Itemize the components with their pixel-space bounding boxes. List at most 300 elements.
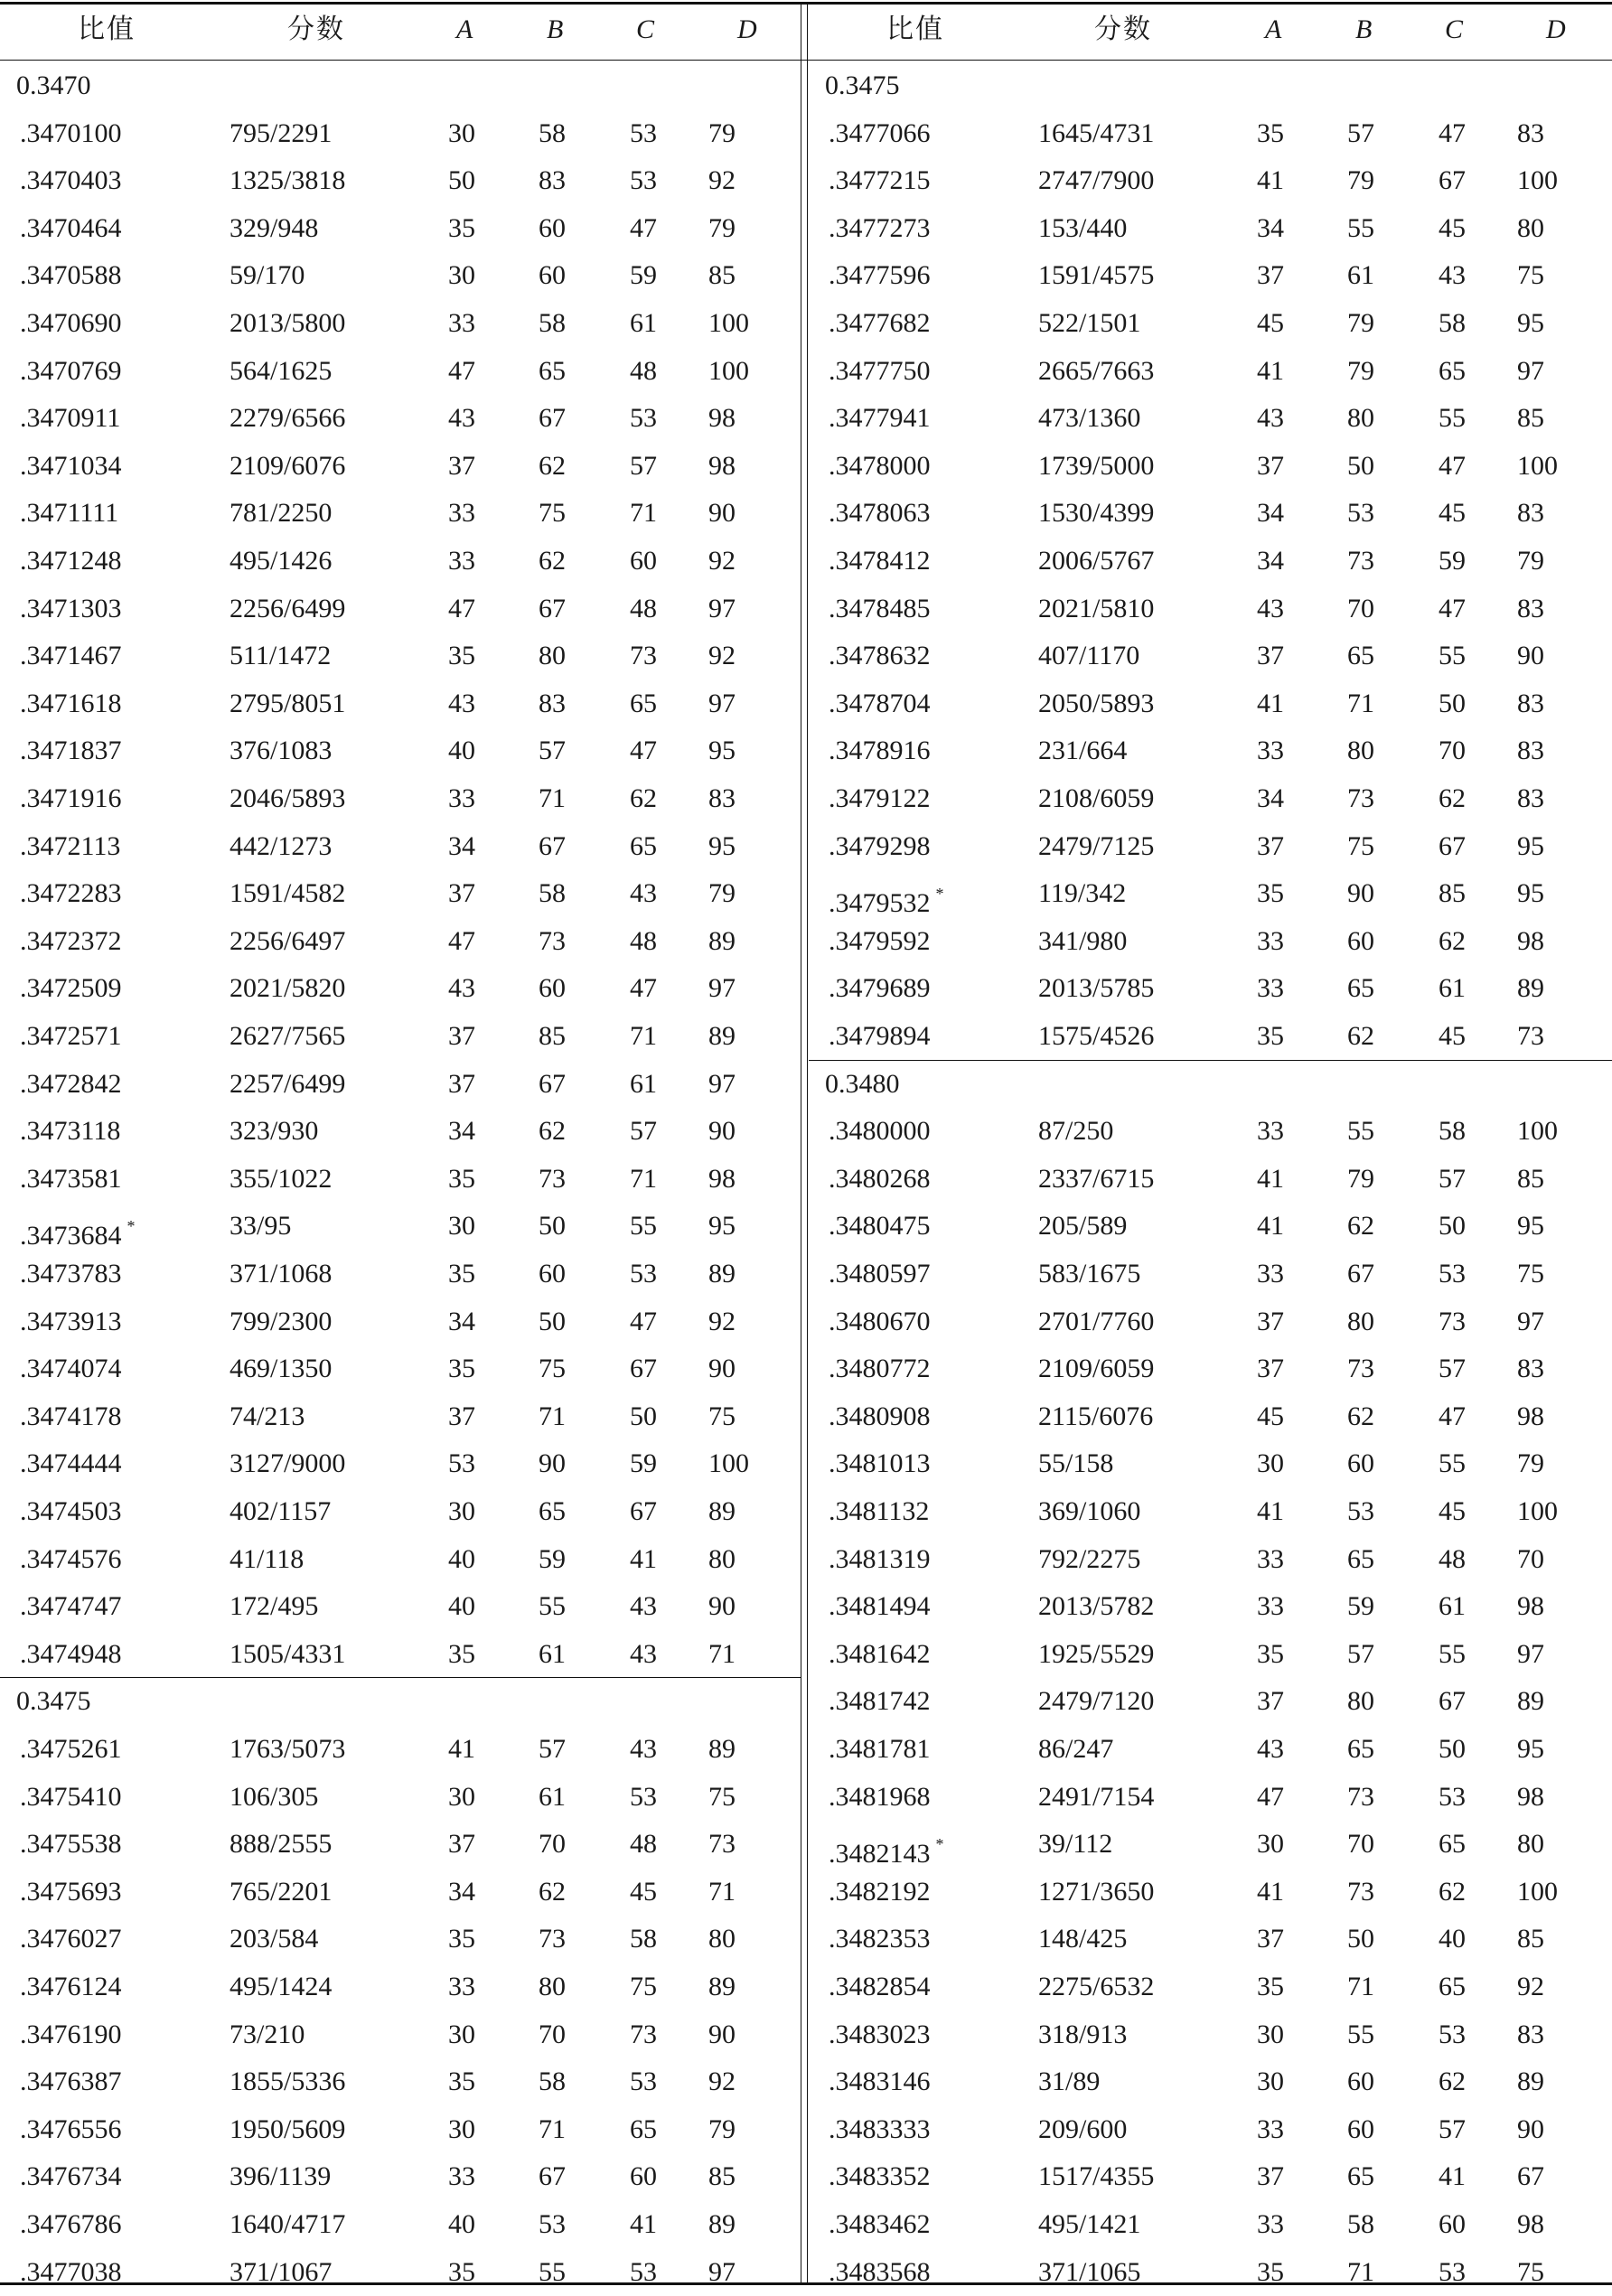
cell-ratio — [20, 586, 122, 633]
cell-fraction: 2627/7565 — [230, 1021, 346, 1051]
cell-d: 83 — [708, 783, 736, 813]
cell-b: 73 — [1347, 546, 1374, 576]
cell-a: 35 — [448, 1638, 475, 1669]
cell-b: 50 — [539, 1211, 566, 1242]
table-row — [809, 443, 1612, 491]
cell-ratio — [20, 1821, 122, 1869]
cell-c: 73 — [630, 2019, 657, 2049]
column-separator-right — [807, 2, 808, 2285]
cell-b: 53 — [539, 2209, 566, 2239]
cell-c: 75 — [630, 1972, 657, 2001]
cell-a: 35 — [1257, 117, 1284, 148]
table-row — [0, 205, 801, 253]
cell-d: 75 — [1517, 1259, 1544, 1289]
cell-a: 37 — [448, 1068, 475, 1099]
cell-ratio — [829, 727, 931, 775]
cell-c: 53 — [1439, 2019, 1466, 2049]
cell-ratio — [829, 157, 931, 205]
cell-ratio — [20, 205, 122, 253]
table-row — [0, 1631, 801, 1679]
cell-c: 67 — [630, 1496, 657, 1526]
table-row — [0, 1061, 801, 1109]
table-row — [0, 586, 801, 633]
ratio-value: .3478485 — [829, 593, 931, 623]
cell-fraction: 41/118 — [230, 1543, 305, 1574]
cell-b: 67 — [539, 1068, 566, 1099]
table-row — [809, 252, 1612, 300]
cell-ratio — [829, 1156, 931, 1204]
cell-b: 73 — [539, 925, 566, 956]
cell-ratio — [829, 1726, 931, 1774]
table-row — [0, 1488, 801, 1536]
cell-c: 65 — [1439, 355, 1466, 386]
cell-d: 95 — [1517, 830, 1544, 861]
cell-ratio — [829, 586, 931, 633]
cell-ratio — [829, 252, 931, 300]
cell-b: 61 — [539, 1781, 566, 1812]
ratio-value: .3472509 — [20, 973, 122, 1004]
cell-c: 53 — [1439, 2256, 1466, 2287]
ratio-value: .3481319 — [829, 1543, 931, 1574]
ratio-value: .3480908 — [829, 1401, 931, 1431]
cell-b: 57 — [1347, 117, 1374, 148]
cell-c: 45 — [630, 1876, 657, 1907]
cell-fraction: 2006/5767 — [1038, 546, 1155, 576]
cell-ratio — [20, 680, 122, 728]
table-row — [0, 1013, 801, 1061]
ratio-value: .3482854 — [829, 1972, 931, 2001]
table-row — [0, 1536, 801, 1584]
table-row — [809, 775, 1612, 823]
cell-ratio — [829, 2106, 931, 2154]
cell-b: 58 — [539, 308, 566, 338]
cell-d: 97 — [708, 593, 736, 623]
cell-fraction: 2257/6499 — [230, 1068, 346, 1099]
cell-ratio — [20, 727, 122, 775]
table-row — [0, 1251, 801, 1298]
ratio-value: .3479689 — [829, 973, 931, 1004]
cell-b: 80 — [1347, 403, 1374, 434]
cell-d: 83 — [1517, 736, 1544, 766]
cell-c: 57 — [1439, 1354, 1466, 1384]
ratio-value: .3472571 — [20, 1021, 122, 1051]
cell-fraction: 2256/6497 — [230, 925, 346, 956]
table-row — [0, 823, 801, 871]
cell-c: 47 — [1439, 1401, 1466, 1431]
cell-ratio — [20, 538, 122, 586]
header-fraction: 分数 — [287, 14, 345, 45]
ratio-value: .3480597 — [829, 1259, 931, 1289]
cell-ratio — [20, 1393, 122, 1441]
cell-fraction: 888/2555 — [230, 1829, 333, 1860]
cell-fraction: 1271/3650 — [1038, 1876, 1155, 1907]
ratio-value: .3473913 — [20, 1306, 122, 1336]
cell-fraction: 2013/5785 — [1038, 973, 1155, 1004]
cell-fraction: 203/584 — [230, 1924, 319, 1954]
cell-d: 75 — [1517, 2256, 1544, 2287]
ratio-value: .3483462 — [829, 2209, 931, 2239]
cell-ratio — [20, 1298, 122, 1346]
cell-a: 41 — [448, 1734, 475, 1764]
cell-c: 45 — [1439, 1021, 1466, 1051]
cell-b: 55 — [1347, 1116, 1374, 1147]
cell-c: 41 — [630, 2209, 657, 2239]
table-row — [0, 870, 801, 918]
cell-b: 62 — [539, 546, 566, 576]
ratio-value: .3478063 — [829, 498, 931, 529]
cell-d: 90 — [1517, 641, 1544, 671]
cell-c: 71 — [630, 498, 657, 529]
cell-c: 47 — [1439, 593, 1466, 623]
cell-fraction: 1739/5000 — [1038, 450, 1155, 481]
cell-fraction: 1517/4355 — [1038, 2161, 1155, 2192]
cell-c: 55 — [630, 1211, 657, 1242]
cell-c: 45 — [1439, 498, 1466, 529]
cell-ratio — [20, 1583, 122, 1631]
cell-b: 62 — [1347, 1211, 1374, 1242]
cell-d: 95 — [1517, 1734, 1544, 1764]
ratio-value: .3470464 — [20, 212, 122, 243]
ratio-value: .3470911 — [20, 403, 121, 434]
cell-fraction: 511/1472 — [230, 641, 332, 671]
cell-fraction: 59/170 — [230, 260, 305, 291]
ratio-value: .3473783 — [20, 1259, 122, 1289]
cell-d: 89 — [708, 2209, 736, 2239]
cell-fraction: 33/95 — [230, 1211, 292, 1242]
cell-d: 98 — [708, 1163, 736, 1194]
ratio-value: .3479122 — [829, 783, 931, 813]
cell-b: 57 — [539, 736, 566, 766]
table-row — [0, 1440, 801, 1488]
ratio-value: .3475693 — [20, 1876, 122, 1907]
cell-d: 85 — [708, 2161, 736, 2192]
cell-ratio — [829, 110, 931, 158]
cell-b: 60 — [539, 260, 566, 291]
cell-c: 67 — [1439, 1686, 1466, 1717]
table-row — [809, 395, 1612, 443]
ratio-value: .3477066 — [829, 117, 931, 148]
cell-d: 92 — [708, 1306, 736, 1336]
cell-a: 35 — [448, 2256, 475, 2287]
cell-b: 60 — [539, 212, 566, 243]
cell-c: 50 — [1439, 688, 1466, 718]
cell-fraction: 473/1360 — [1038, 403, 1141, 434]
cell-fraction: 407/1170 — [1038, 641, 1140, 671]
cell-b: 80 — [539, 1972, 566, 2001]
table-row — [809, 1631, 1612, 1679]
cell-ratio — [829, 1298, 931, 1346]
ratio-value: .3483333 — [829, 2113, 931, 2144]
cell-a: 41 — [1257, 1876, 1284, 1907]
cell-d: 83 — [1517, 783, 1544, 813]
cell-ratio — [20, 1774, 122, 1822]
table-row — [809, 348, 1612, 396]
cell-c: 50 — [1439, 1734, 1466, 1764]
cell-d: 73 — [1517, 1021, 1544, 1051]
cell-b: 71 — [539, 783, 566, 813]
cell-d: 90 — [708, 1591, 736, 1622]
cell-ratio — [20, 2011, 122, 2059]
ratio-value: .3476027 — [20, 1924, 122, 1954]
cell-ratio — [829, 1440, 931, 1488]
cell-fraction: 2479/7125 — [1038, 830, 1155, 861]
cell-fraction: 2109/6076 — [230, 450, 346, 481]
ratio-value: .3477273 — [829, 212, 931, 243]
ratio-value: .3472842 — [20, 1068, 122, 1099]
cell-d: 98 — [1517, 1781, 1544, 1812]
ratio-value: .3479298 — [829, 830, 931, 861]
cell-fraction: 153/440 — [1038, 212, 1128, 243]
ratio-value: .3474747 — [20, 1591, 122, 1622]
cell-a: 34 — [1257, 498, 1284, 529]
cell-a: 33 — [1257, 1591, 1284, 1622]
cell-c: 67 — [1439, 165, 1466, 196]
cell-d: 83 — [1517, 1354, 1544, 1384]
cell-d: 92 — [708, 165, 736, 196]
cell-c: 48 — [630, 1829, 657, 1860]
cell-ratio — [20, 110, 122, 158]
table-row — [809, 538, 1612, 586]
cell-fraction: 1763/5073 — [230, 1734, 346, 1764]
cell-c: 47 — [1439, 450, 1466, 481]
cell-d: 90 — [1517, 2113, 1544, 2144]
cell-d: 89 — [1517, 1686, 1544, 1717]
cell-a: 43 — [448, 973, 475, 1004]
cell-fraction: 2665/7663 — [1038, 355, 1155, 386]
cell-d: 83 — [1517, 688, 1544, 718]
cell-c: 70 — [1439, 736, 1466, 766]
table-row — [809, 157, 1612, 205]
cell-c: 62 — [1439, 783, 1466, 813]
table-row — [0, 1869, 801, 1916]
ratio-value: .3476786 — [20, 2209, 122, 2239]
ratio-value: .3474074 — [20, 1354, 122, 1384]
cell-c: 48 — [1439, 1543, 1466, 1574]
ratio-value: .3480000 — [829, 1116, 931, 1147]
cell-ratio — [20, 1726, 122, 1774]
cell-fraction: 355/1022 — [230, 1163, 333, 1194]
cell-a: 40 — [448, 2209, 475, 2239]
cell-b: 85 — [539, 1021, 566, 1051]
header-a: A — [456, 14, 473, 44]
cell-c: 62 — [1439, 1876, 1466, 1907]
cell-fraction: 371/1068 — [230, 1259, 333, 1289]
cell-ratio — [20, 2201, 122, 2249]
cell-a: 30 — [448, 260, 475, 291]
cell-b: 79 — [1347, 355, 1374, 386]
cell-d: 90 — [708, 498, 736, 529]
cell-c: 48 — [630, 355, 657, 386]
cell-fraction: 371/1067 — [230, 2256, 333, 2287]
cell-d: 98 — [1517, 925, 1544, 956]
cell-a: 33 — [448, 308, 475, 338]
cell-ratio — [829, 348, 931, 396]
table-row — [0, 727, 801, 775]
table-row — [809, 1678, 1612, 1726]
cell-c: 65 — [630, 830, 657, 861]
cell-a: 33 — [448, 783, 475, 813]
cell-ratio — [829, 823, 931, 871]
cell-b: 60 — [1347, 925, 1374, 956]
cell-d: 90 — [708, 1354, 736, 1384]
cell-c: 53 — [1439, 1781, 1466, 1812]
cell-d: 90 — [708, 2019, 736, 2049]
cell-a: 50 — [448, 165, 475, 196]
ratio-value: .3479592 — [829, 925, 931, 956]
cell-a: 37 — [1257, 830, 1284, 861]
table-row — [809, 1963, 1612, 2011]
cell-c: 50 — [1439, 1211, 1466, 1242]
cell-ratio — [20, 443, 122, 491]
cell-b: 57 — [1347, 1638, 1374, 1669]
cell-d: 95 — [1517, 1211, 1544, 1242]
table-row — [809, 1821, 1612, 1869]
cell-b: 70 — [539, 2019, 566, 2049]
ratio-value: .3474178 — [20, 1401, 122, 1431]
cell-b: 58 — [539, 878, 566, 909]
cell-c: 53 — [630, 2066, 657, 2097]
cell-ratio — [829, 1963, 931, 2011]
cell-a: 30 — [448, 2019, 475, 2049]
cell-ratio — [20, 2106, 122, 2154]
cell-fraction: 2491/7154 — [1038, 1781, 1155, 1812]
table-row — [0, 1156, 801, 1204]
table-row — [809, 680, 1612, 728]
cell-d: 97 — [708, 2256, 736, 2287]
cell-c: 57 — [630, 1116, 657, 1147]
cell-a: 40 — [448, 1591, 475, 1622]
cell-b: 71 — [1347, 1972, 1374, 2001]
cell-fraction: 469/1350 — [230, 1354, 333, 1384]
cell-c: 53 — [630, 2256, 657, 2287]
cell-b: 59 — [539, 1543, 566, 1574]
cell-d: 67 — [1517, 2161, 1544, 2192]
table-row — [809, 870, 1612, 918]
cell-d: 79 — [1517, 1448, 1544, 1479]
ratio-value: .3472113 — [20, 830, 121, 861]
ratio-value: .3471111 — [20, 498, 119, 529]
cell-a: 35 — [448, 2066, 475, 2097]
cell-a: 37 — [448, 450, 475, 481]
cell-fraction: 1855/5336 — [230, 2066, 346, 2097]
cell-ratio — [829, 1203, 931, 1251]
cell-d: 89 — [708, 1259, 736, 1289]
table-row — [809, 727, 1612, 775]
header-ratio: 比值 — [78, 14, 136, 45]
cell-fraction: 148/425 — [1038, 1924, 1128, 1954]
cell-b: 67 — [539, 403, 566, 434]
cell-b: 62 — [1347, 1401, 1374, 1431]
cell-b: 62 — [539, 450, 566, 481]
cell-b: 53 — [1347, 1496, 1374, 1526]
group-row — [809, 62, 1612, 110]
header-fraction: 分数 — [1094, 14, 1152, 45]
cell-b: 67 — [539, 830, 566, 861]
cell-fraction: 31/89 — [1038, 2066, 1101, 2097]
ratio-value: .3478916 — [829, 736, 931, 766]
ratio-value: .3470100 — [20, 117, 122, 148]
cell-a: 33 — [1257, 973, 1284, 1004]
cell-ratio — [829, 395, 931, 443]
cell-fraction: 2050/5893 — [1038, 688, 1155, 718]
cell-fraction: 442/1273 — [230, 830, 333, 861]
table-row — [809, 1774, 1612, 1822]
cell-ratio — [20, 965, 122, 1013]
table-row — [0, 2201, 801, 2249]
cell-c: 73 — [630, 641, 657, 671]
cell-ratio — [829, 205, 931, 253]
cell-ratio — [829, 680, 931, 728]
ratio-value: .3479894 — [829, 1021, 931, 1051]
ratio-value: .3478704 — [829, 688, 931, 718]
cell-a: 35 — [448, 1924, 475, 1954]
cell-d: 80 — [708, 1543, 736, 1574]
cell-c: 50 — [630, 1401, 657, 1431]
cell-a: 37 — [448, 1829, 475, 1860]
cell-d: 70 — [1517, 1543, 1544, 1574]
cell-b: 50 — [1347, 450, 1374, 481]
cell-d: 97 — [1517, 1638, 1544, 1669]
cell-a: 40 — [448, 1543, 475, 1574]
ratio-value: .3474576 — [20, 1543, 122, 1574]
cell-d: 92 — [708, 2066, 736, 2097]
cell-b: 60 — [1347, 1448, 1374, 1479]
cell-ratio — [20, 1916, 122, 1963]
cell-a: 41 — [1257, 165, 1284, 196]
table-row — [809, 1345, 1612, 1393]
cell-b: 73 — [1347, 1876, 1374, 1907]
cell-b: 73 — [1347, 1354, 1374, 1384]
cell-ratio — [829, 2058, 931, 2106]
cell-b: 70 — [539, 1829, 566, 1860]
cell-c: 73 — [1439, 1306, 1466, 1336]
table-row — [809, 1013, 1612, 1061]
cell-c: 61 — [630, 308, 657, 338]
cell-fraction: 495/1421 — [1038, 2209, 1141, 2239]
cell-fraction: 2337/6715 — [1038, 1163, 1155, 1194]
ratio-value: .3475261 — [20, 1734, 122, 1764]
table-row — [809, 633, 1612, 680]
ratio-value: .3481781 — [829, 1734, 931, 1764]
table-row — [809, 586, 1612, 633]
cell-c: 59 — [1439, 546, 1466, 576]
header-c: C — [1445, 14, 1464, 44]
table-row — [809, 1203, 1612, 1251]
ratio-value: .3477215 — [829, 165, 931, 196]
cell-a: 41 — [1257, 688, 1284, 718]
cell-ratio — [20, 2058, 122, 2106]
cell-a: 34 — [448, 1116, 475, 1147]
cell-a: 43 — [448, 688, 475, 718]
cell-d: 98 — [1517, 2209, 1544, 2239]
table-row — [809, 2058, 1612, 2106]
cell-ratio — [20, 918, 122, 966]
cell-d: 100 — [708, 308, 749, 338]
cell-fraction: 369/1060 — [1038, 1496, 1141, 1526]
cell-fraction: 55/158 — [1038, 1448, 1114, 1479]
cell-a: 35 — [448, 1163, 475, 1194]
cell-fraction: 86/247 — [1038, 1734, 1114, 1764]
ratio-value: .3470403 — [20, 165, 122, 196]
ratio-value: .3474503 — [20, 1496, 122, 1526]
table-row — [0, 1108, 801, 1156]
cell-d: 98 — [1517, 1401, 1544, 1431]
cell-c: 67 — [1439, 830, 1466, 861]
cell-fraction: 765/2201 — [230, 1876, 333, 1907]
table-row — [0, 490, 801, 538]
cell-d: 100 — [1517, 1496, 1558, 1526]
table-row — [0, 348, 801, 396]
